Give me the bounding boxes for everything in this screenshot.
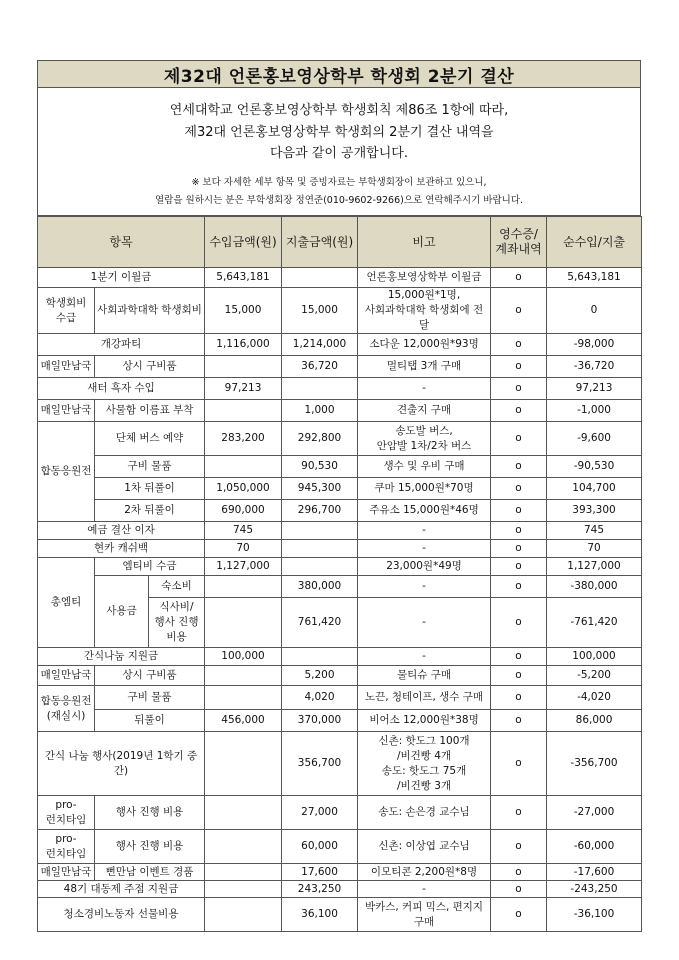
row-receipt: o — [491, 268, 547, 288]
row-expense: 1,214,000 — [282, 334, 358, 356]
row-receipt: o — [491, 288, 547, 334]
row-note: - — [358, 598, 491, 648]
row-item: 사물함 이름표 부착 — [95, 400, 205, 422]
row-receipt: o — [491, 898, 547, 932]
row-income: 5,643,181 — [205, 268, 282, 288]
settlement-table — [37, 216, 642, 932]
table-row — [38, 268, 642, 288]
row-expense: 380,000 — [282, 576, 358, 598]
row-category: 매일만남국 — [38, 666, 95, 686]
row-expense — [282, 522, 358, 540]
row-category: 매일만남국 — [38, 356, 95, 378]
intro-note: ※ 보다 자세한 세부 항목 및 증빙자료는 부학생회장이 보관하고 있으니, — [191, 176, 487, 188]
table-row — [38, 378, 642, 400]
row-income: 690,000 — [205, 500, 282, 522]
table-row — [38, 422, 642, 456]
row-income: 70 — [205, 540, 282, 558]
row-expense: 36,100 — [282, 898, 358, 932]
row-item: 1분기 이월금 — [38, 268, 205, 288]
row-income: 15,000 — [205, 288, 282, 334]
row-net: 745 — [547, 522, 642, 540]
row-net: -17,600 — [547, 864, 642, 881]
row-expense — [282, 648, 358, 666]
row-note: 견출지 구매 — [358, 400, 491, 422]
row-item: 예금 결산 이자 — [38, 522, 205, 540]
table-row — [38, 400, 642, 422]
row-income: 1,116,000 — [205, 334, 282, 356]
table-row — [38, 796, 642, 830]
row-receipt: o — [491, 864, 547, 881]
row-receipt: o — [491, 796, 547, 830]
table-row — [38, 456, 642, 478]
row-net: -761,420 — [547, 598, 642, 648]
row-net: -60,000 — [547, 830, 642, 864]
row-net: -27,000 — [547, 796, 642, 830]
row-item: 뻔만남 이벤트 경품 — [95, 864, 205, 881]
table-row — [38, 522, 642, 540]
row-income — [205, 456, 282, 478]
row-note: 송도: 손은경 교수님 — [358, 796, 491, 830]
row-note: 박카스, 커피 믹스, 편지지 구매 — [358, 898, 491, 932]
row-income — [205, 598, 282, 648]
intro-line: 제32대 언론홍보영상학부 학생회의 2분기 결산 내역을 — [184, 124, 494, 140]
row-receipt: o — [491, 478, 547, 500]
row-note: 신촌: 핫도그 100개 /비건빵 4개 송도: 핫도그 75개 /비건빵 3개 — [358, 732, 491, 796]
row-net: -356,700 — [547, 732, 642, 796]
header-income: 수입금액(원) — [205, 217, 282, 268]
header-receipt: 영수증/ 계좌내역 — [491, 217, 547, 268]
row-item: 행사 진행 비용 — [95, 830, 205, 864]
row-expense — [282, 540, 358, 558]
row-net: -4,020 — [547, 686, 642, 710]
row-expense: 4,020 — [282, 686, 358, 710]
row-expense: 296,700 — [282, 500, 358, 522]
row-note: - — [358, 540, 491, 558]
row-category: 총엠티 — [38, 558, 95, 648]
header-net: 순수입/지출 — [547, 217, 642, 268]
row-net: 100,000 — [547, 648, 642, 666]
row-item: 간식 나눔 행사(2019년 1학기 중간) — [38, 732, 205, 796]
row-item: 단체 버스 예약 — [95, 422, 205, 456]
row-note: 송도발 버스, 안암발 1차/2차 버스 — [358, 422, 491, 456]
row-income: 97,213 — [205, 378, 282, 400]
settlement-document — [37, 60, 641, 932]
row-expense: 17,600 — [282, 864, 358, 881]
row-category: 매일만남국 — [38, 400, 95, 422]
row-expense: 60,000 — [282, 830, 358, 864]
row-receipt: o — [491, 732, 547, 796]
row-income — [205, 666, 282, 686]
table-header-row — [38, 217, 642, 268]
row-receipt: o — [491, 456, 547, 478]
row-note: 언론홍보영상학부 이월금 — [358, 268, 491, 288]
table-row — [38, 830, 642, 864]
intro-line: 연세대학교 언론홍보영상학부 학생회칙 제86조 1항에 따라, — [169, 103, 509, 118]
row-income — [205, 356, 282, 378]
table-row — [38, 732, 642, 796]
table-row — [38, 666, 642, 686]
table-row — [38, 898, 642, 932]
row-income — [205, 796, 282, 830]
table-row — [38, 648, 642, 666]
row-note: 주유소 15,000원*46명 — [358, 500, 491, 522]
row-note: 노끈, 청테이프, 생수 구매 — [358, 686, 491, 710]
table-row — [38, 288, 642, 334]
document-title: 제32대 언론홍보영상학부 학생회 2분기 결산 — [37, 60, 641, 88]
row-net: -36,100 — [547, 898, 642, 932]
table-row — [38, 710, 642, 732]
row-note: 물티슈 구매 — [358, 666, 491, 686]
row-income — [205, 686, 282, 710]
table-row — [38, 576, 642, 598]
row-receipt: o — [491, 334, 547, 356]
row-income — [205, 576, 282, 598]
row-category: pro- 런치타임 — [38, 796, 95, 830]
row-item: 상시 구비품 — [95, 666, 205, 686]
table-row — [38, 334, 642, 356]
row-receipt: o — [491, 576, 547, 598]
row-income: 456,000 — [205, 710, 282, 732]
intro-note: 열람을 원하시는 분은 부학생회장 정연준(010-9602-9266)으로 연락해주시기 바랍니다. — [154, 194, 524, 206]
row-net: 393,300 — [547, 500, 642, 522]
row-item: 구비 물품 — [95, 456, 205, 478]
row-receipt: o — [491, 881, 547, 898]
row-note: 멀티탭 3개 구매 — [358, 356, 491, 378]
row-net: 104,700 — [547, 478, 642, 500]
row-category: pro- 런치타임 — [38, 830, 95, 864]
row-expense: 356,700 — [282, 732, 358, 796]
row-receipt: o — [491, 666, 547, 686]
row-income: 283,200 — [205, 422, 282, 456]
row-net: 70 — [547, 540, 642, 558]
row-receipt: o — [491, 710, 547, 732]
row-item: 간식나눔 지원금 — [38, 648, 205, 666]
intro-box — [37, 88, 641, 216]
row-expense — [282, 268, 358, 288]
row-category: 합동응원전 (재실시) — [38, 686, 95, 732]
row-item: 청소경비노동자 선물비용 — [38, 898, 205, 932]
row-item: 현카 캐쉬백 — [38, 540, 205, 558]
row-expense: 5,200 — [282, 666, 358, 686]
table-row — [38, 686, 642, 710]
row-income — [205, 864, 282, 881]
row-income — [205, 732, 282, 796]
row-item: 사회과학대학 학생회비 — [95, 288, 205, 334]
row-expense — [282, 378, 358, 400]
header-note: 비고 — [358, 217, 491, 268]
row-net: -243,250 — [547, 881, 642, 898]
row-category: 합동응원전 — [38, 422, 95, 522]
row-net: -1,000 — [547, 400, 642, 422]
table-row — [38, 558, 642, 576]
row-receipt: o — [491, 540, 547, 558]
row-receipt: o — [491, 356, 547, 378]
row-income: 100,000 — [205, 648, 282, 666]
row-income — [205, 830, 282, 864]
row-expense: 761,420 — [282, 598, 358, 648]
row-net: -9,600 — [547, 422, 642, 456]
row-note: 15,000원*1명, 사회과학대학 학생회에 전달 — [358, 288, 491, 334]
row-note: 이모티콘 2,200원*8명 — [358, 864, 491, 881]
row-item: 1차 뒤풀이 — [95, 478, 205, 500]
row-note: 쿠마 15,000원*70명 — [358, 478, 491, 500]
row-income: 745 — [205, 522, 282, 540]
row-net: -98,000 — [547, 334, 642, 356]
table-row — [38, 478, 642, 500]
row-receipt: o — [491, 500, 547, 522]
row-item: 엠티비 수금 — [95, 558, 205, 576]
row-expense: 15,000 — [282, 288, 358, 334]
row-category: 매일만남국 — [38, 864, 95, 881]
row-income — [205, 898, 282, 932]
row-net: -380,000 — [547, 576, 642, 598]
row-expense: 36,720 — [282, 356, 358, 378]
row-item: 새터 흑자 수입 — [38, 378, 205, 400]
row-income — [205, 400, 282, 422]
row-note: 신촌: 이상엽 교수님 — [358, 830, 491, 864]
row-note: 소다운 12,000원*93명 — [358, 334, 491, 356]
row-item: 2차 뒤풀이 — [95, 500, 205, 522]
row-item: 뒤풀이 — [95, 710, 205, 732]
row-note: - — [358, 378, 491, 400]
row-expense: 243,250 — [282, 881, 358, 898]
row-receipt: o — [491, 422, 547, 456]
row-net: -36,720 — [547, 356, 642, 378]
row-expense: 1,000 — [282, 400, 358, 422]
row-note: - — [358, 648, 491, 666]
row-item: 행사 진행 비용 — [95, 796, 205, 830]
row-item: 개강파티 — [38, 334, 205, 356]
table-row — [38, 881, 642, 898]
row-net: -5,200 — [547, 666, 642, 686]
table-row — [38, 864, 642, 881]
row-item: 구비 물품 — [95, 686, 205, 710]
row-net: 1,127,000 — [547, 558, 642, 576]
row-receipt: o — [491, 558, 547, 576]
row-receipt: o — [491, 648, 547, 666]
row-note: 생수 및 우비 구매 — [358, 456, 491, 478]
intro-line: 다음과 같이 공개합니다. — [270, 146, 408, 161]
row-expense: 292,800 — [282, 422, 358, 456]
row-receipt: o — [491, 686, 547, 710]
row-subcategory: 사용금 — [95, 576, 149, 648]
row-net: 86,000 — [547, 710, 642, 732]
row-expense: 945,300 — [282, 478, 358, 500]
row-income — [205, 881, 282, 898]
row-income: 1,127,000 — [205, 558, 282, 576]
row-item: 식사비/ 행사 진행 비용 — [149, 598, 205, 648]
row-item: 48기 대동제 주점 지원금 — [38, 881, 205, 898]
row-net: 0 — [547, 288, 642, 334]
row-receipt: o — [491, 830, 547, 864]
header-expense: 지출금액(원) — [282, 217, 358, 268]
row-category: 학생회비 수급 — [38, 288, 95, 334]
row-net: 97,213 — [547, 378, 642, 400]
row-note: 비어소 12,000원*38명 — [358, 710, 491, 732]
row-receipt: o — [491, 598, 547, 648]
header-item: 항목 — [38, 217, 205, 268]
row-net: 5,643,181 — [547, 268, 642, 288]
row-receipt: o — [491, 522, 547, 540]
row-note: - — [358, 522, 491, 540]
row-note: - — [358, 576, 491, 598]
row-note: 23,000원*49명 — [358, 558, 491, 576]
row-expense: 370,000 — [282, 710, 358, 732]
table-row — [38, 540, 642, 558]
row-expense — [282, 558, 358, 576]
table-row — [38, 356, 642, 378]
row-item: 숙소비 — [149, 576, 205, 598]
row-income: 1,050,000 — [205, 478, 282, 500]
row-expense: 27,000 — [282, 796, 358, 830]
row-net: -90,530 — [547, 456, 642, 478]
row-receipt: o — [491, 378, 547, 400]
table-row — [38, 500, 642, 522]
row-item: 상시 구비품 — [95, 356, 205, 378]
row-receipt: o — [491, 400, 547, 422]
row-expense: 90,530 — [282, 456, 358, 478]
row-note: - — [358, 881, 491, 898]
